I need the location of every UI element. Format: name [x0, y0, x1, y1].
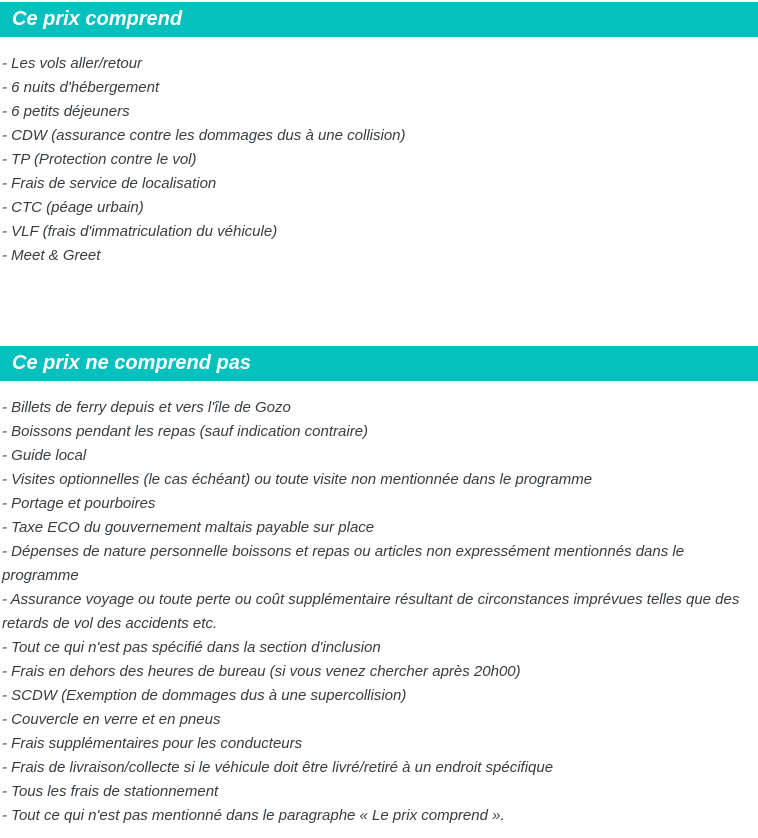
- list-item: - 6 nuits d'hébergement: [2, 79, 160, 96]
- list-item: - TP (Protection contre le vol): [2, 151, 197, 168]
- list-item: - Portage et pourboires: [2, 495, 156, 512]
- price-includes-list: [0, 37, 758, 268]
- list-item: - Frais en dehors des heures de bureau (si vous venez chercher après 20h00): [2, 663, 521, 680]
- list-item: - Tout ce qui n'est pas mentionné dans le paragraphe « Le prix comprend ».: [2, 807, 505, 824]
- list-item: - Frais supplémentaires pour les conducteurs: [2, 735, 303, 752]
- list-item: - Meet & Greet: [2, 247, 101, 264]
- list-item: - Guide local: [2, 447, 87, 464]
- section-price-excludes: [0, 346, 758, 828]
- list-item: - SCDW (Exemption de dommages dus à une supercollision): [2, 687, 407, 704]
- list-item: - CDW (assurance contre les dommages dus à une collision): [2, 127, 406, 144]
- list-item: - Boissons pendant les repas (sauf indication contraire): [2, 423, 369, 440]
- price-excludes-list: [0, 381, 758, 828]
- list-item: - VLF (frais d'immatriculation du véhicule): [2, 223, 278, 240]
- section-price-includes: [0, 2, 758, 268]
- list-item: - CTC (péage urbain): [2, 199, 144, 216]
- list-item: - Tout ce qui n'est pas spécifié dans la section d'inclusion: [2, 639, 381, 656]
- list-item: - Assurance voyage ou toute perte ou coût supplémentaire résultant de circonstances imprévues telles que des retards de vol des accidents etc.: [2, 591, 740, 632]
- section-title-price-includes: Ce prix comprend: [0, 2, 758, 37]
- list-item: - Frais de livraison/collecte si le véhicule doit être livré/retiré à un endroit spécifique: [2, 759, 554, 776]
- list-item: - Couvercle en verre et en pneus: [2, 711, 221, 728]
- list-item: - Visites optionnelles (le cas échéant) ou toute visite non mentionnée dans le programme: [2, 471, 593, 488]
- list-item: - Taxe ECO du gouvernement maltais payable sur place: [2, 519, 375, 536]
- section-title-price-excludes: Ce prix ne comprend pas: [0, 346, 758, 381]
- list-item: - Tous les frais de stationnement: [2, 783, 219, 800]
- list-item: - 6 petits déjeuners: [2, 103, 130, 120]
- list-item: - Frais de service de localisation: [2, 175, 217, 192]
- list-item: - Les vols aller/retour: [2, 55, 143, 72]
- list-item: - Dépenses de nature personnelle boissons et repas ou articles non expressément mentionnés dans le programme: [2, 543, 685, 584]
- list-item: - Billets de ferry depuis et vers l'île de Gozo: [2, 399, 291, 416]
